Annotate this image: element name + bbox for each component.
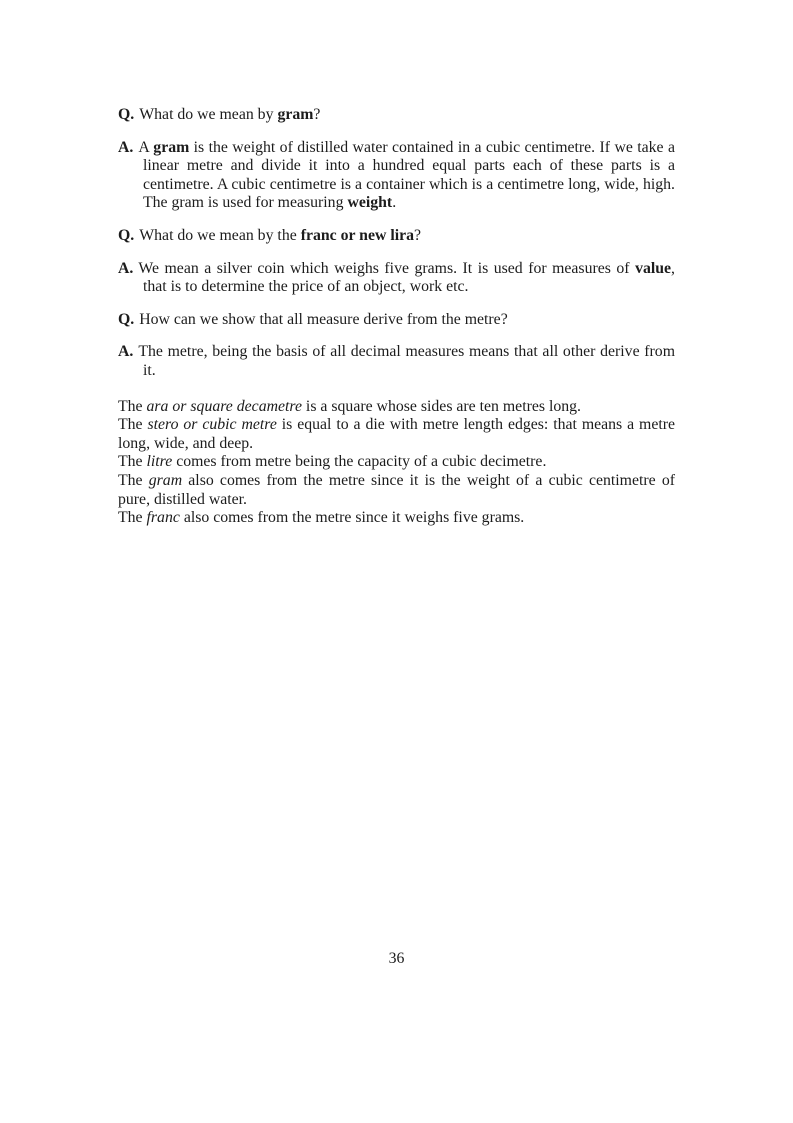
text-run: value	[635, 259, 672, 277]
text-run: franc	[146, 509, 180, 527]
answer-item	[118, 343, 675, 380]
text-run: We mean a silver coin which weighs five grams. It is used for measures of	[138, 259, 636, 277]
text-run: gram	[277, 106, 314, 123]
text-run: stero or cubic metre	[147, 416, 277, 434]
page-number: 36	[388, 950, 405, 967]
text-run: is the weight of distilled water contained in a cubic centimetre. If we take a linear metre and divide it into a hundred equal parts each of these parts is a centimetre. A cubic centimetre is a container which is a centimetre long, wide, high. The gram is used for measuring	[143, 138, 675, 212]
text-run: ?	[414, 226, 422, 244]
qa-list	[118, 106, 675, 381]
text-run: also comes from the metre since it weighs five grams.	[179, 509, 525, 527]
text-run: The metre, being the basis of all decimal measures means that all other derive from it.	[138, 343, 675, 379]
text-run: ara or square decametre	[146, 397, 302, 415]
text-run: .	[392, 194, 397, 212]
derivation-line	[118, 509, 675, 528]
text-run: How can we show that all measure derive from the metre?	[139, 310, 508, 328]
text-run: The	[118, 397, 147, 415]
derivations-paragraph	[118, 398, 675, 528]
qa-label: Q.	[118, 310, 135, 328]
text-run: The	[118, 509, 147, 527]
text-run: is a square whose sides are ten metres long.	[301, 397, 581, 415]
text-run: The	[118, 453, 147, 471]
qa-label: A.	[118, 259, 134, 277]
answer-item	[118, 139, 675, 213]
text-run: What do we mean by the	[139, 226, 301, 244]
qa-label: A.	[118, 343, 134, 361]
derivation-line	[118, 453, 675, 472]
question-item	[118, 227, 675, 246]
derivation-line	[118, 472, 675, 509]
text-run: The	[118, 416, 148, 434]
qa-label: Q.	[118, 106, 135, 123]
derivation-line	[118, 416, 675, 453]
text-run: A	[138, 138, 154, 156]
answer-item	[118, 260, 675, 297]
qa-label: A.	[118, 138, 134, 156]
text-run: , that is to determine the price of an object, work etc.	[143, 259, 675, 296]
question-item	[118, 311, 675, 330]
text-run: What do we mean by	[139, 106, 278, 123]
text-run: also comes from the metre since it is the weight of a cubic centimetre of pure, distilled water.	[118, 471, 675, 508]
qa-label: Q.	[118, 226, 135, 244]
text-run: gram	[153, 138, 190, 156]
text-run: franc or new lira	[300, 226, 415, 244]
text-run: is equal to a die with metre length edges: that means a metre long, wide, and deep.	[118, 416, 675, 452]
text-run: gram	[148, 471, 183, 489]
text-run: ?	[313, 106, 321, 123]
question-item	[118, 106, 675, 125]
text-run: comes from metre being the capacity of a cubic decimetre.	[172, 453, 547, 471]
page-body	[118, 106, 675, 528]
text-run: weight	[347, 194, 393, 212]
derivation-line	[118, 398, 675, 417]
text-run: litre	[146, 453, 173, 471]
text-run: The	[118, 471, 149, 489]
